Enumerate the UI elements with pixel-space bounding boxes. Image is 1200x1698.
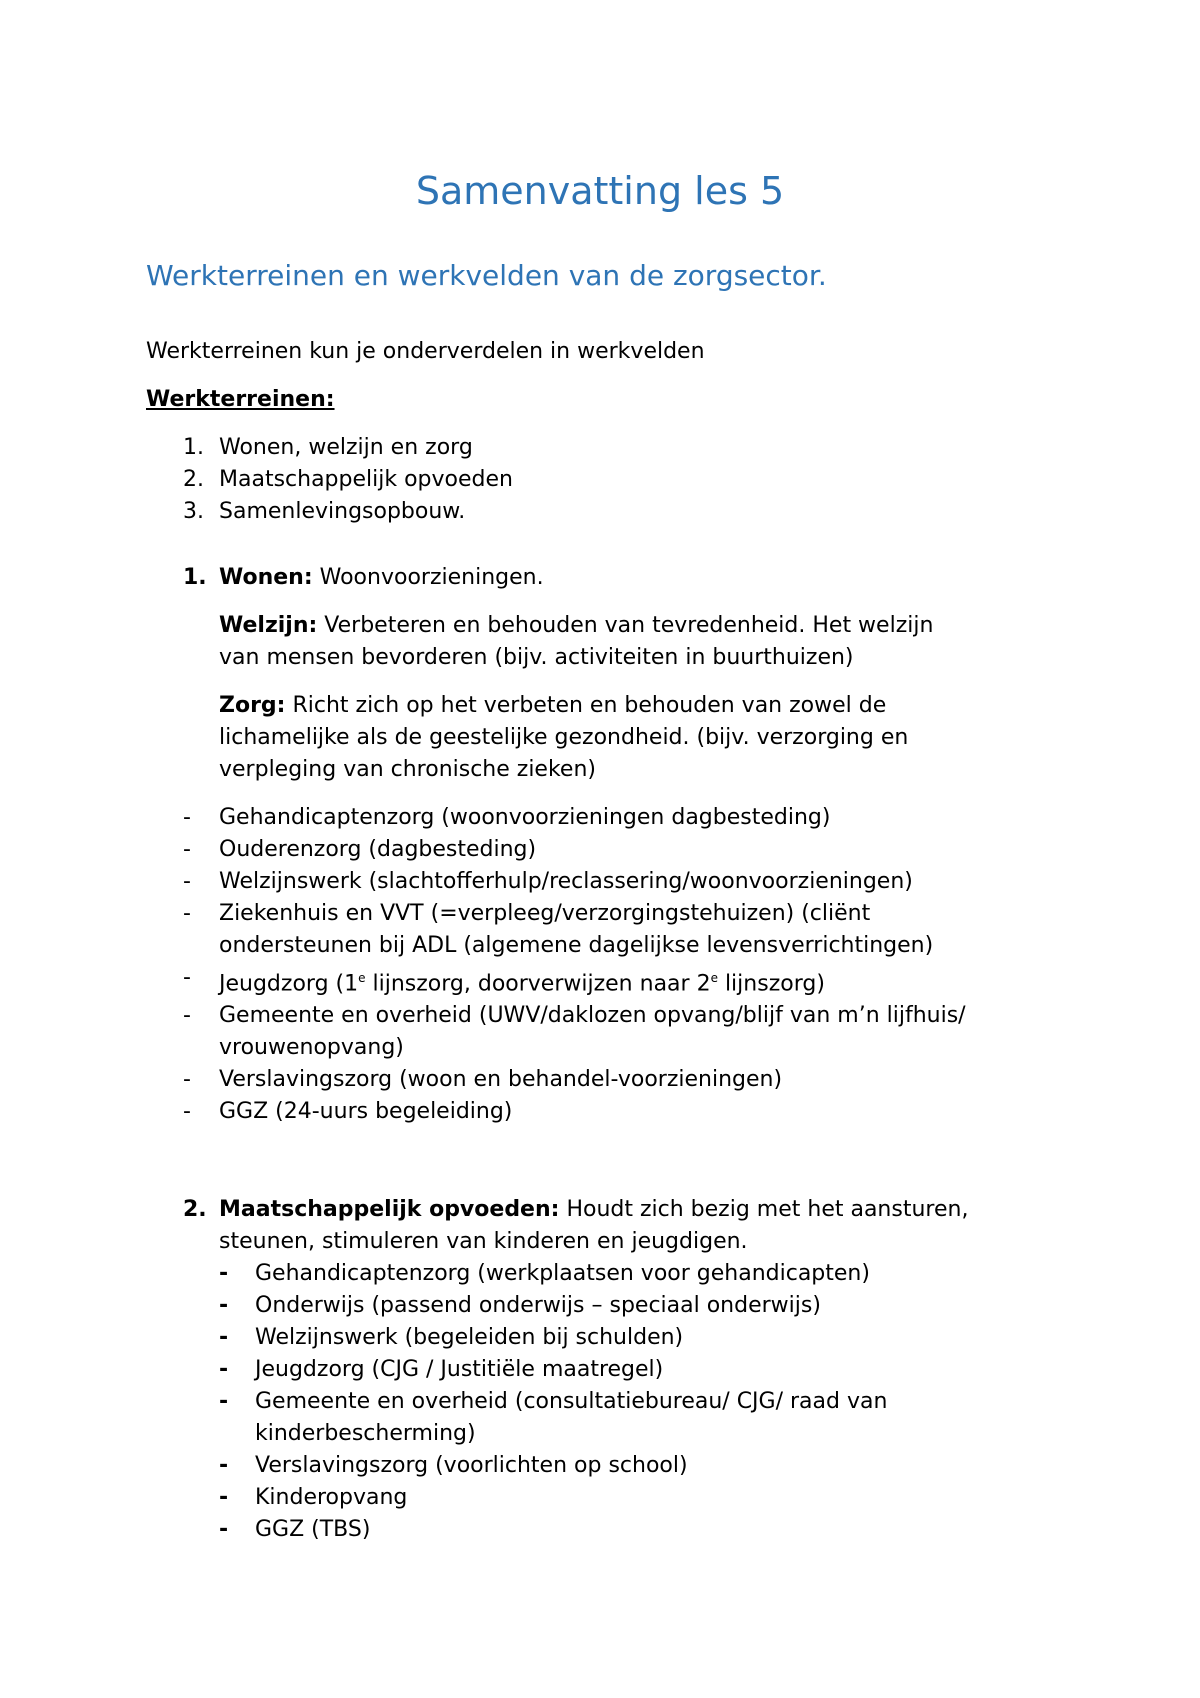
list-item bbox=[183, 802, 966, 834]
list-item-text: Welzijnswerk (begeleiden bij schulden) bbox=[255, 1325, 684, 1350]
list-number: 1. bbox=[183, 435, 204, 460]
list-item bbox=[183, 464, 513, 496]
document-subtitle: Werkterreinen en werkvelden van de zorgsector. bbox=[146, 259, 827, 292]
list-item bbox=[219, 1386, 887, 1450]
list-item bbox=[219, 1482, 887, 1514]
list-item bbox=[183, 962, 966, 1000]
dash-bullet: - bbox=[183, 965, 191, 990]
list-item bbox=[183, 898, 966, 962]
list-item bbox=[183, 866, 966, 898]
list-item-text: Gemeente en overheid (consultatiebureau/ CJG/ raad van bbox=[255, 1389, 888, 1414]
zorg-label: Zorg: bbox=[219, 693, 286, 718]
dash-bullet: - bbox=[219, 1357, 229, 1382]
list-item-text-mid: lijnszorg, doorverwijzen naar 2 bbox=[365, 971, 711, 997]
zorg-text-line1: Richt zich op het verbeten en behouden van zowel de bbox=[285, 693, 887, 718]
list-item-text-cont: ondersteunen bij ADL (algemene dagelijkse levensverrichtingen) bbox=[219, 933, 934, 958]
section-label: Maatschappelijk opvoeden: bbox=[219, 1197, 560, 1222]
document-title: Samenvatting les 5 bbox=[415, 169, 785, 213]
list-item-text: Jeugdzorg (1 bbox=[219, 971, 359, 997]
section-maatschappelijk-werkvelden-list bbox=[219, 1258, 887, 1546]
list-item bbox=[183, 496, 513, 528]
list-item-text: Gemeente en overheid (UWV/daklozen opvang/blijf van m’n lijfhuis/ bbox=[219, 1003, 966, 1029]
dash-bullet: - bbox=[183, 837, 191, 862]
list-item bbox=[219, 1290, 887, 1322]
paragraph-line bbox=[219, 690, 908, 722]
section-label: Wonen: bbox=[219, 565, 313, 590]
paragraph-line bbox=[219, 610, 933, 642]
section-wonen-werkvelden-list bbox=[183, 802, 966, 1128]
superscript: e bbox=[710, 971, 718, 985]
zorg-text-line3: verpleging van chronische zieken) bbox=[219, 757, 596, 782]
list-item bbox=[183, 834, 966, 866]
section-text-line1: Houdt zich bezig met het aansturen, bbox=[559, 1197, 969, 1222]
list-item bbox=[183, 1096, 966, 1128]
superscript: e bbox=[358, 971, 366, 985]
list-item-text: Onderwijs (passend onderwijs – speciaal onderwijs) bbox=[255, 1293, 821, 1318]
list-item-text: Verslavingszorg (voorlichten op school) bbox=[255, 1453, 688, 1478]
dash-bullet: - bbox=[183, 869, 191, 894]
list-number: 2. bbox=[183, 467, 204, 492]
list-item bbox=[219, 1514, 887, 1546]
list-item-text: Ouderenzorg (dagbesteding) bbox=[219, 837, 537, 862]
dash-bullet: - bbox=[219, 1293, 229, 1318]
list-item bbox=[219, 1354, 887, 1386]
dash-bullet: - bbox=[183, 1067, 191, 1093]
welzijn-text-line2: van mensen bevorderen (bijv. activiteiten in buurthuizen) bbox=[219, 645, 854, 670]
list-item-text-end: lijnszorg) bbox=[717, 971, 825, 997]
list-item bbox=[219, 1450, 887, 1482]
list-item-text: GGZ (TBS) bbox=[255, 1517, 371, 1542]
zorg-paragraph bbox=[219, 690, 908, 786]
list-item-text: Gehandicaptenzorg (woonvoorzieningen dagbesteding) bbox=[219, 805, 831, 830]
list-item bbox=[219, 1258, 887, 1290]
welzijn-label: Welzijn: bbox=[219, 613, 318, 638]
dash-bullet: - bbox=[219, 1485, 229, 1510]
list-item bbox=[183, 1064, 966, 1096]
list-item-text: Welzijnswerk (slachtofferhulp/reclassering/woonvoorzieningen) bbox=[219, 869, 913, 894]
list-item-text-cont: kinderbescherming) bbox=[255, 1421, 476, 1446]
zorg-text-line2: lichamelijke als de geestelijke gezondheid. (bijv. verzorging en bbox=[219, 725, 909, 750]
list-item-text: Samenlevingsopbouw. bbox=[219, 499, 466, 524]
list-item bbox=[183, 432, 513, 464]
list-item-text: Gehandicaptenzorg (werkplaatsen voor gehandicapten) bbox=[255, 1261, 870, 1286]
intro-paragraph: Werkterreinen kun je onderverdelen in werkvelden bbox=[146, 339, 705, 364]
section-maatschappelijk-heading bbox=[183, 1194, 968, 1226]
dash-bullet: - bbox=[219, 1389, 229, 1414]
list-number: 3. bbox=[183, 499, 204, 524]
dash-bullet: - bbox=[219, 1325, 229, 1350]
section-text-line2: steunen, stimuleren van kinderen en jeugdigen. bbox=[219, 1229, 748, 1254]
list-item-text: Wonen, welzijn en zorg bbox=[219, 435, 473, 460]
dash-bullet: - bbox=[219, 1517, 229, 1542]
list-item-text: Verslavingszorg (woon en behandel-voorzieningen) bbox=[219, 1067, 783, 1093]
dash-bullet: - bbox=[183, 901, 191, 926]
werkterreinen-list bbox=[183, 432, 513, 528]
welzijn-paragraph bbox=[219, 610, 933, 674]
welzijn-text-line1: Verbeteren en behouden van tevredenheid. Het welzijn bbox=[317, 613, 934, 638]
list-item-text: Jeugdzorg (CJG / Justitiële maatregel) bbox=[255, 1357, 664, 1382]
section-text: Woonvoorzieningen. bbox=[312, 565, 544, 590]
werkterreinen-heading: Werkterreinen: bbox=[146, 387, 335, 412]
list-item-text: Maatschappelijk opvoeden bbox=[219, 467, 513, 492]
dash-bullet: - bbox=[219, 1453, 229, 1478]
section-number: 1. bbox=[183, 565, 207, 590]
section-wonen-heading bbox=[183, 562, 544, 594]
list-item-text: GGZ (24-uurs begeleiding) bbox=[219, 1099, 513, 1125]
list-item bbox=[183, 1000, 966, 1064]
list-item-text-cont: vrouwenopvang) bbox=[219, 1035, 404, 1061]
dash-bullet: - bbox=[219, 1261, 229, 1286]
section-number: 2. bbox=[183, 1197, 207, 1222]
dash-bullet: - bbox=[183, 1099, 191, 1125]
list-item bbox=[219, 1322, 887, 1354]
dash-bullet: - bbox=[183, 805, 191, 830]
dash-bullet: - bbox=[183, 1003, 191, 1029]
list-item-text: Ziekenhuis en VVT (=verpleeg/verzorgingstehuizen) (cliënt bbox=[219, 901, 871, 926]
list-item-text: Kinderopvang bbox=[255, 1485, 408, 1510]
